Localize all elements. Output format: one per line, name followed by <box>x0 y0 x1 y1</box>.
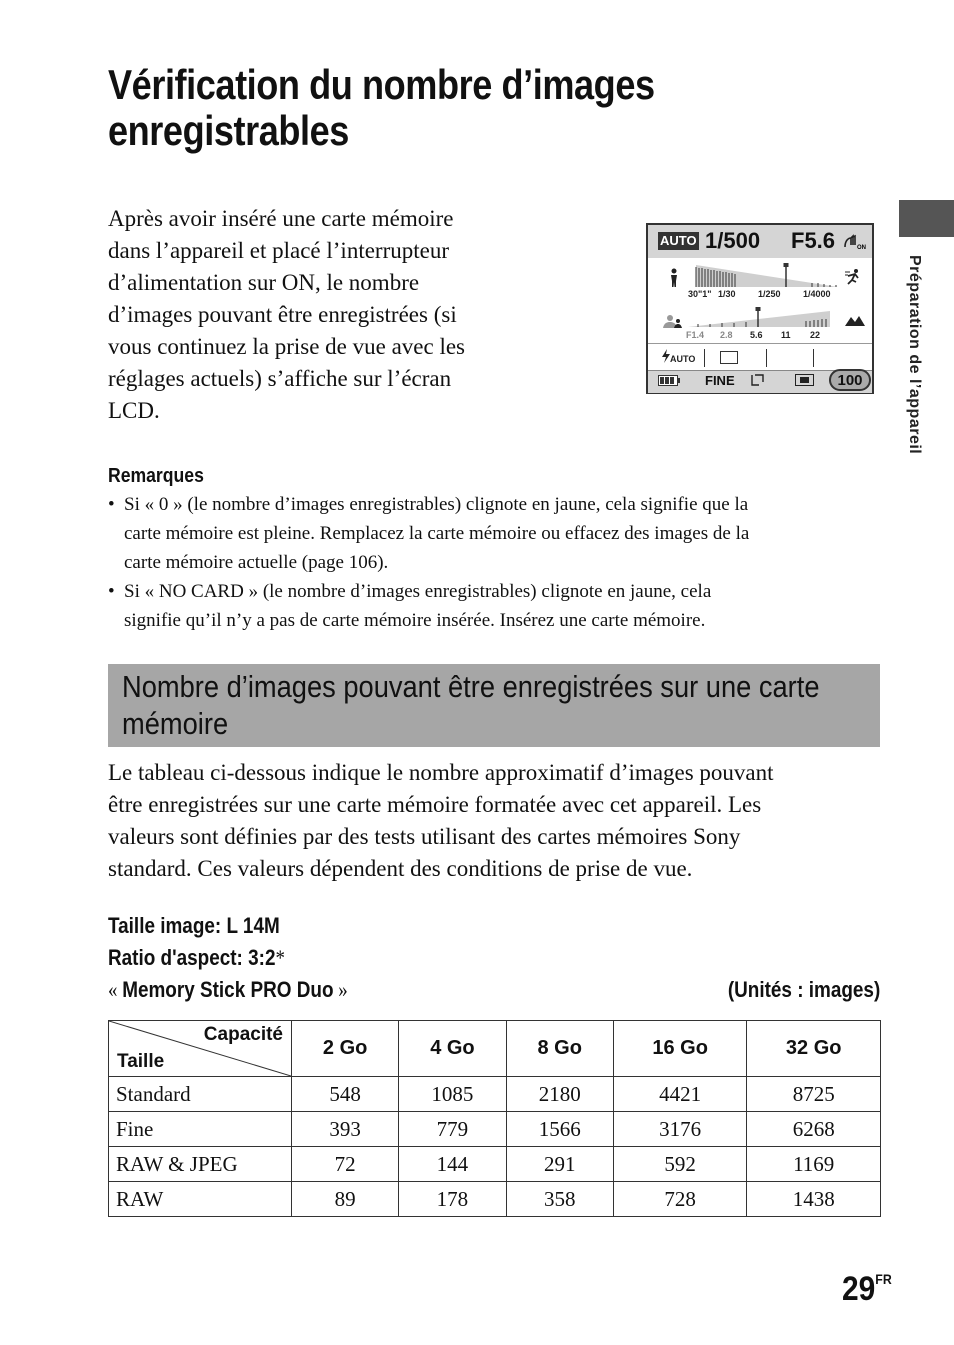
portrait-icon <box>662 313 684 329</box>
corner-size-label: Taille <box>117 1051 165 1072</box>
aperture-scale-label: 5.6 <box>750 330 763 340</box>
remark-line: Si « 0 » (le nombre d’images enregistrables) clignote en jaune, cela signifie que la <box>124 494 749 515</box>
intro-line: dans l’appareil et placé l’interrupteur <box>108 238 450 263</box>
column-header: 32 Go <box>747 1021 881 1077</box>
flash-mode-label: AUTO <box>670 354 696 364</box>
lcd-separator <box>766 349 767 367</box>
aperture-scale-label: F1.4 <box>686 330 705 340</box>
body-line: être enregistrées sur une carte mémoire formatée avec cet appareil. Les <box>108 792 762 817</box>
landscape-icon <box>844 313 866 327</box>
battery-icon <box>658 375 680 386</box>
lcd-separator <box>813 349 814 367</box>
remark-line: carte mémoire est pleine. Remplacez la carte mémoire ou effacez des images de la <box>124 523 750 544</box>
table-cell: 358 <box>506 1182 613 1217</box>
table-cell: 72 <box>292 1147 399 1182</box>
focus-frame-icon <box>720 351 738 364</box>
chapter-label-text: Préparation de l’appareil <box>906 255 923 455</box>
table-cell: 8725 <box>747 1077 881 1112</box>
quote-open: « <box>108 977 123 1002</box>
lcd-divider <box>648 343 872 344</box>
page-title <box>108 62 779 154</box>
table-cell: 1085 <box>399 1077 506 1112</box>
table-cell: 6268 <box>747 1112 881 1147</box>
table-cell: 548 <box>292 1077 399 1112</box>
remark-line: signifie qu’il n’y a pas de carte mémoire insérée. Insérez une carte mémoire. <box>124 610 706 631</box>
aperture-scale-label: 11 <box>781 330 791 340</box>
table-cell: 4421 <box>613 1077 747 1112</box>
intro-line: réglages actuels) s’affiche sur l’écran <box>108 366 452 391</box>
column-header: 2 Go <box>292 1021 399 1077</box>
remaining-shots-count: 100 <box>829 369 871 391</box>
table-cell: 3176 <box>613 1112 747 1147</box>
remark-line: Si « NO CARD » (le nombre d’images enregistrables) clignote en jaune, cela <box>124 581 712 602</box>
sport-icon <box>844 268 862 286</box>
image-quality: FINE <box>705 373 735 388</box>
intro-line: d’images pouvant être enregistrées (si <box>108 302 457 327</box>
title-line-2: enregistrables <box>108 107 349 154</box>
person-icon <box>668 268 680 288</box>
section-heading <box>122 668 826 742</box>
lcd-screen-illustration <box>646 223 874 394</box>
section-heading-bar <box>108 664 880 747</box>
corner-capacity-label: Capacité <box>203 1024 283 1045</box>
bullet-dot: • <box>108 581 115 602</box>
metering-icon <box>795 374 815 387</box>
body-line: standard. Ces valeurs dépendent des conditions de prise de vue. <box>108 856 693 881</box>
table-row <box>109 1112 881 1147</box>
table-cell: 2180 <box>506 1077 613 1112</box>
page-number-value: 29 <box>842 1270 876 1308</box>
aperture-scale <box>686 307 834 329</box>
lcd-aperture: F5.6 <box>791 228 836 253</box>
remarks-heading: Remarques <box>108 465 204 487</box>
shutter-scale-label: 1/4000 <box>803 289 831 299</box>
shutter-scale-label: 30"1" <box>688 289 712 299</box>
body-paragraph <box>108 757 888 885</box>
row-label: RAW <box>109 1182 292 1217</box>
capacity-table <box>108 1020 881 1217</box>
shutter-scale <box>694 263 840 291</box>
quote-close: » <box>333 977 348 1002</box>
body-line: Le tableau ci-dessous indique le nombre approximatif d’images pouvant <box>108 760 774 785</box>
column-header: 16 Go <box>613 1021 747 1077</box>
table-cell: 89 <box>292 1182 399 1217</box>
bullet-dot: • <box>108 494 115 515</box>
section-heading-line: mémoire <box>122 706 229 741</box>
spec-image-size: Taille image: L 14M <box>108 913 280 938</box>
steady-shot-icon <box>842 233 866 251</box>
chapter-label <box>895 255 925 525</box>
column-header: 8 Go <box>506 1021 613 1077</box>
drive-mode-icon <box>751 374 767 387</box>
page-language: FR <box>875 1271 892 1287</box>
intro-line: vous continuez la prise de vue avec les <box>108 334 466 359</box>
spec-media-name: Memory Stick PRO Duo <box>122 977 334 1002</box>
table-corner-cell <box>109 1021 292 1077</box>
spec-aspect-ratio-text: Ratio d'aspect: 3:2 <box>108 945 276 970</box>
row-label: Standard <box>109 1077 292 1112</box>
column-header: 4 Go <box>399 1021 506 1077</box>
lcd-mode-badge: AUTO <box>660 233 697 248</box>
table-cell: 291 <box>506 1147 613 1182</box>
svg-text:ON: ON <box>857 245 866 251</box>
table-header-row <box>109 1021 881 1077</box>
table-cell: 779 <box>399 1112 506 1147</box>
intro-line: d’alimentation sur ON, le nombre <box>108 270 420 295</box>
lcd-shutter-speed: 1/500 <box>705 228 761 253</box>
intro-paragraph <box>108 203 528 427</box>
row-label: RAW & JPEG <box>109 1147 292 1182</box>
intro-line: LCD. <box>108 398 160 423</box>
table-cell: 1566 <box>506 1112 613 1147</box>
chapter-tab <box>899 200 954 237</box>
title-line-1: Vérification du nombre d’images <box>108 61 655 108</box>
aperture-scale-label: 2.8 <box>720 330 733 340</box>
page-number <box>842 1270 892 1309</box>
table-cell: 728 <box>613 1182 747 1217</box>
table-row <box>109 1182 881 1217</box>
lcd-separator <box>704 349 705 367</box>
spec-aspect-ratio <box>108 945 285 971</box>
table-cell: 1169 <box>747 1147 881 1182</box>
row-label: Fine <box>109 1112 292 1147</box>
aperture-scale-label: 22 <box>810 330 821 340</box>
body-line: valeurs sont définies par des tests utilisant des cartes mémoires Sony <box>108 824 741 849</box>
intro-line: Après avoir inséré une carte mémoire <box>108 206 454 231</box>
table-cell: 393 <box>292 1112 399 1147</box>
shutter-scale-label: 1/30 <box>718 289 736 299</box>
table-cell: 592 <box>613 1147 747 1182</box>
remark-line: carte mémoire actuelle (page 106). <box>124 552 389 573</box>
table-cell: 178 <box>399 1182 506 1217</box>
shutter-scale-label: 1/250 <box>758 289 781 299</box>
table-row <box>109 1077 881 1112</box>
section-heading-line: Nombre d’images pouvant être enregistrées sur une carte <box>122 669 820 704</box>
spec-media <box>108 977 348 1003</box>
units-label: (Unités : images) <box>727 977 880 1002</box>
table-cell: 1438 <box>747 1182 881 1217</box>
table-cell: 144 <box>399 1147 506 1182</box>
table-row <box>109 1147 881 1182</box>
footnote-mark: * <box>275 945 285 970</box>
